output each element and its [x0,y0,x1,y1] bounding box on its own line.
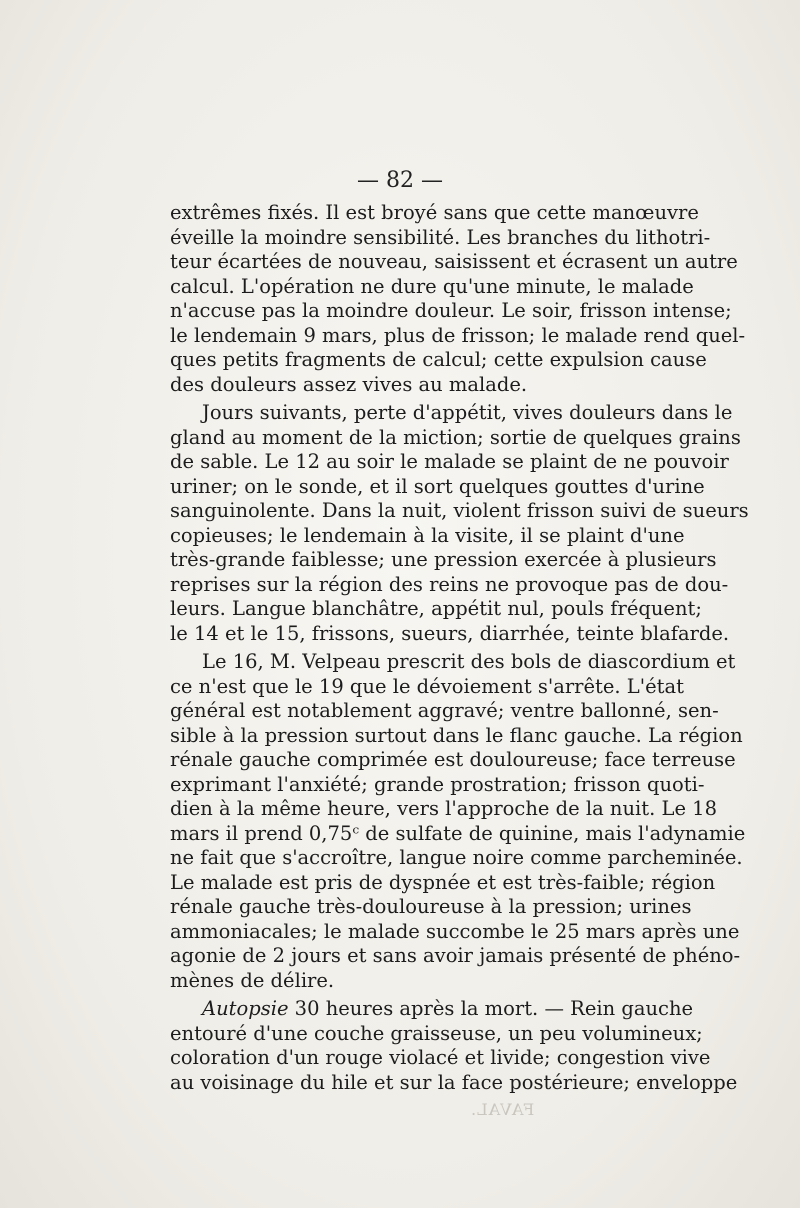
text-line: mènes de délire. [170,968,335,992]
autopsie-heading: Autopsie [202,997,289,1020]
text-line: mars il prend 0,75ᶜ de sulfate de quinine, mais l'adynamie [170,821,746,845]
text-line-rest: 30 heures après la mort. — Rein gauche [288,997,694,1020]
text-line: général est notablement aggravé; ventre ballonné, sen- [170,699,719,722]
text-line: très-grande faiblesse; une pression exercée à plusieurs [170,548,717,571]
text-line: entouré d'une couche graisseuse, un peu volumineux; [170,1021,703,1045]
text-line: ques petits fragments de calcul; cette expulsion cause [170,348,707,371]
text-line: rénale gauche très-douloureuse à la pression; urines [170,895,692,918]
text-line: dien à la même heure, vers l'approche de la nuit. Le 18 [170,797,717,820]
text-line: ne fait que s'accroître, langue noire comme parcheminée. [170,846,743,869]
text-line: ce n'est que le 19 que le dévoiement s'arrête. L'état [170,674,684,698]
text-line: reprises sur la région des reins ne provoque pas de dou- [170,572,729,596]
text-line: Le 16, M. Velpeau prescrit des bols de diascordium et [202,650,736,673]
text-line: Le malade est pris de dyspnée et est très-faible; région [170,870,716,894]
text-line: gland au moment de la miction; sortie de quelques grains [170,425,741,449]
text-line: calcul. L'opération ne dure qu'une minute, le malade [170,274,694,298]
text-line: agonie de 2 jours et sans avoir jamais présenté de phéno- [170,944,741,967]
text-line [170,997,694,1022]
text-line: le lendemain 9 mars, plus de frisson; le malade rend quel- [170,323,746,347]
body-text [170,201,749,1095]
text-line: au voisinage du hile et sur la face postérieure; enveloppe [170,1070,738,1094]
text-line: éveille la moindre sensibilité. Les branches du lithotri- [170,225,711,249]
text-line: extrêmes fixés. Il est broyé sans que cette manœuvre [170,201,699,224]
text-line: uriner; on le sonde, et il sort quelques gouttes d'urine [170,474,705,498]
text-line: teur écartées de nouveau, saisissent et écrasent un autre [170,250,738,273]
text-line: sible à la pression surtout dans le flanc gauche. La région [170,723,743,747]
text-line: sanguinolente. Dans la nuit, violent frisson suivi de sueurs [170,499,749,522]
text-line: de sable. Le 12 au soir le malade se plaint de ne pouvoir [170,450,729,473]
bleed-through-text: FAVAL. [470,1100,535,1119]
text-line: des douleurs assez vives au malade. [170,372,528,396]
text-line: rénale gauche comprimée est douloureuse; face terreuse [170,748,736,771]
text-line: exprimant l'anxiété; grande prostration; frisson quoti- [170,772,705,796]
text-line: ammoniacales; le malade succombe le 25 mars après une [170,919,740,943]
text-line: n'accuse pas la moindre douleur. Le soir, frisson intense; [170,299,732,322]
text-line: Jours suivants, perte d'appétit, vives douleurs dans le [202,401,733,424]
page-number: — 82 — [357,168,443,193]
text-line: le 14 et le 15, frissons, sueurs, diarrhée, teinte blafarde. [170,621,730,645]
text-line: leurs. Langue blanchâtre, appétit nul, pouls fréquent; [170,597,702,620]
text-line: copieuses; le lendemain à la visite, il se plaint d'une [170,523,685,547]
text-line: coloration d'un rouge violacé et livide; congestion vive [170,1046,711,1069]
